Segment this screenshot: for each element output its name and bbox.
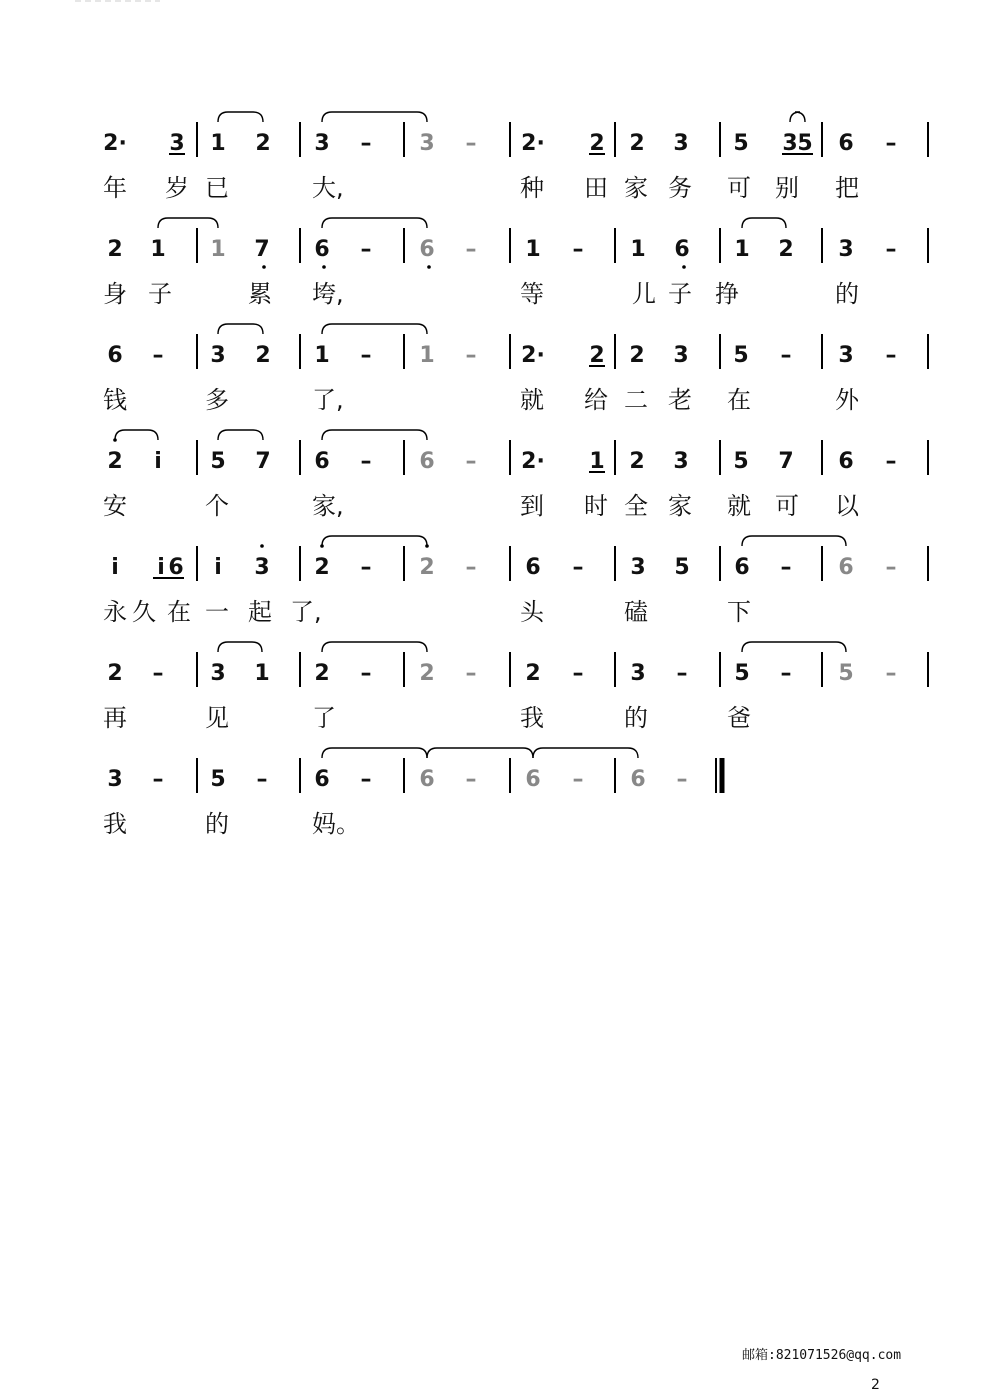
note: – <box>360 767 372 792</box>
lyric-char: 个 <box>205 492 229 520</box>
lyric-char: 垮, <box>312 280 344 308</box>
note: – <box>465 131 477 156</box>
lyric-char: 老 <box>668 386 692 414</box>
note: 6 <box>525 555 541 580</box>
note: – <box>360 555 372 580</box>
note: 6 <box>838 449 854 474</box>
lyric-char: 子 <box>668 280 692 308</box>
note: – <box>465 767 477 792</box>
octave-up-dot <box>260 544 264 548</box>
slur-arc <box>322 536 427 546</box>
note: – <box>360 449 372 474</box>
note: 3 <box>673 449 689 474</box>
note: 3 <box>254 555 270 580</box>
lyric-char: 多 <box>205 386 229 414</box>
lyric-char: 以 <box>835 492 859 520</box>
slur-arc <box>218 642 262 652</box>
note: 2 <box>107 237 123 262</box>
note: 2 <box>255 343 271 368</box>
note: 5 <box>210 449 226 474</box>
lyric-char: 一 <box>205 598 229 626</box>
note: 2· <box>521 449 545 474</box>
note: 2· <box>103 131 127 156</box>
note: – <box>360 343 372 368</box>
lyric-char: 头 <box>520 598 544 626</box>
lyric-char: 把 <box>835 174 859 202</box>
note: 5 <box>674 555 690 580</box>
lyric-char: 的 <box>835 280 859 308</box>
note: 6 <box>314 767 330 792</box>
note: – <box>780 343 792 368</box>
note: – <box>152 767 164 792</box>
note: 3 <box>107 767 123 792</box>
note: 1 <box>150 237 166 262</box>
note: 6 <box>107 343 123 368</box>
lyric-char: 可 <box>727 174 751 202</box>
lyric-char: 已 <box>205 174 229 202</box>
note: 5 <box>733 343 749 368</box>
note: 3 <box>630 661 646 686</box>
slur-arc <box>790 112 805 122</box>
note: 6 <box>419 449 435 474</box>
note: 3 <box>630 555 646 580</box>
slur-arc <box>218 430 263 440</box>
note: – <box>780 555 792 580</box>
note: 5 <box>838 661 854 686</box>
lyric-char: 就 <box>520 386 544 414</box>
note: 1 <box>254 661 270 686</box>
note: – <box>465 449 477 474</box>
note: 1 <box>525 237 541 262</box>
lyric-char: 了, <box>290 598 322 626</box>
lyric-char: 永 <box>103 598 127 626</box>
lyric-char: 久 <box>132 598 156 626</box>
note: 2 <box>314 555 330 580</box>
slur-arc <box>158 218 218 228</box>
lyric-char: 家 <box>624 174 648 202</box>
note: 2 <box>419 555 435 580</box>
lyric-char: 再 <box>103 704 127 732</box>
lyric-char: 挣 <box>715 280 739 308</box>
slur-arc <box>218 324 263 334</box>
lyric-char: 全 <box>624 492 648 520</box>
note: – <box>465 555 477 580</box>
contact-email: 邮箱:821071526@qq.com <box>742 1348 902 1363</box>
octave-down-dot <box>682 265 686 269</box>
lyric-char: 了 <box>312 704 336 732</box>
slur-arc <box>322 642 427 652</box>
note: 2 <box>419 661 435 686</box>
note: 5 <box>797 131 813 156</box>
note: 6 <box>419 237 435 262</box>
slur-arc <box>427 748 533 758</box>
lyric-char: 就 <box>727 492 751 520</box>
note: 5 <box>734 661 750 686</box>
note: – <box>360 237 372 262</box>
lyric-char: 年 <box>103 174 127 202</box>
note: 6 <box>314 237 330 262</box>
note: 3 <box>419 131 435 156</box>
lyric-char: 下 <box>727 598 751 626</box>
lyric-char: 岁 <box>165 174 189 202</box>
lyric-char: 起 <box>248 598 272 626</box>
note: 3 <box>210 661 226 686</box>
note: 6 <box>674 237 690 262</box>
lyric-char: 的 <box>205 810 229 838</box>
note: 7 <box>778 449 794 474</box>
note: – <box>885 343 897 368</box>
slur-arc <box>742 218 786 228</box>
lyric-char: 时 <box>584 492 608 520</box>
lyric-char: 种 <box>520 174 544 202</box>
lyric-char: 累 <box>248 280 272 308</box>
note: i <box>157 555 165 580</box>
note: – <box>256 767 268 792</box>
note: 2 <box>589 343 605 368</box>
note: 2· <box>521 131 545 156</box>
note: – <box>885 661 897 686</box>
slur-arc <box>322 748 427 758</box>
lyric-char: 外 <box>835 386 859 414</box>
slur-arc <box>322 112 427 122</box>
slur-arc <box>742 642 846 652</box>
note: 2 <box>589 131 605 156</box>
note: 7 <box>254 237 270 262</box>
lyric-char: 爸 <box>727 704 751 732</box>
lyric-char: 我 <box>520 704 544 732</box>
note: 1 <box>419 343 435 368</box>
lyric-char: 等 <box>520 280 544 308</box>
note: i <box>154 449 162 474</box>
note: – <box>572 661 584 686</box>
note: – <box>465 661 477 686</box>
lyric-char: 磕 <box>624 598 648 626</box>
octave-down-dot <box>427 265 431 269</box>
note: 1 <box>210 131 226 156</box>
note: 6 <box>168 555 184 580</box>
note: 2 <box>778 237 794 262</box>
note: 3 <box>838 237 854 262</box>
slur-arc <box>322 430 427 440</box>
note: – <box>676 661 688 686</box>
note: 2 <box>314 661 330 686</box>
note: 2 <box>255 131 271 156</box>
note: 3 <box>169 131 185 156</box>
note: 2 <box>629 131 645 156</box>
note: – <box>885 237 897 262</box>
note: – <box>360 661 372 686</box>
slur-arc <box>322 324 427 334</box>
note: 6 <box>630 767 646 792</box>
lyric-char: 身 <box>103 280 127 308</box>
lyric-char: 田 <box>584 174 608 202</box>
lyric-char: 到 <box>520 492 544 520</box>
note: 2 <box>107 449 123 474</box>
note: i <box>111 555 119 580</box>
note: 1 <box>314 343 330 368</box>
note: – <box>572 767 584 792</box>
note: i <box>214 555 222 580</box>
slur-arc <box>742 536 846 546</box>
note: 6 <box>314 449 330 474</box>
note: 3 <box>838 343 854 368</box>
note: – <box>780 661 792 686</box>
note: 7 <box>255 449 271 474</box>
note: 6 <box>419 767 435 792</box>
note: 2 <box>107 661 123 686</box>
note: – <box>465 343 477 368</box>
note: – <box>676 767 688 792</box>
lyric-char: 子 <box>148 280 172 308</box>
lyric-char: 钱 <box>103 386 127 414</box>
note: 2 <box>525 661 541 686</box>
note: – <box>465 237 477 262</box>
note: 1 <box>734 237 750 262</box>
lyric-char: 给 <box>584 386 608 414</box>
note: – <box>152 343 164 368</box>
lyric-char: 见 <box>205 704 229 732</box>
slur-arc <box>115 430 158 440</box>
note: 5 <box>733 131 749 156</box>
page-number: 2 <box>871 1377 880 1393</box>
slur-arc <box>322 218 427 228</box>
lyric-char: 家, <box>312 492 344 520</box>
note: 5 <box>733 449 749 474</box>
note: – <box>572 555 584 580</box>
lyric-char: 大, <box>312 174 344 202</box>
lyric-char: 二 <box>624 386 648 414</box>
note: 6 <box>734 555 750 580</box>
note: – <box>572 237 584 262</box>
lyric-char: 可 <box>775 492 799 520</box>
note: – <box>360 131 372 156</box>
octave-down-dot <box>322 265 326 269</box>
lyric-char: 妈。 <box>312 810 360 838</box>
lyric-char: 务 <box>668 174 692 202</box>
note: 3 <box>673 131 689 156</box>
lyric-char: 安 <box>103 492 127 520</box>
note: 2 <box>629 343 645 368</box>
note: 3 <box>782 131 798 156</box>
note: – <box>885 131 897 156</box>
note: 6 <box>838 555 854 580</box>
slur-arc <box>218 112 263 122</box>
lyric-char: 别 <box>775 174 799 202</box>
note: – <box>885 449 897 474</box>
note: 1 <box>210 237 226 262</box>
lyric-char: 在 <box>727 386 751 414</box>
note: 3 <box>210 343 226 368</box>
lyric-char: 了, <box>312 386 344 414</box>
lyric-char: 在 <box>167 598 191 626</box>
note: 2 <box>629 449 645 474</box>
lyric-char: 我 <box>103 810 127 838</box>
note: 5 <box>210 767 226 792</box>
slur-arc <box>533 748 638 758</box>
octave-down-dot <box>262 265 266 269</box>
note: 6 <box>838 131 854 156</box>
lyric-char: 儿 <box>632 280 656 308</box>
note: 1 <box>589 449 605 474</box>
note: – <box>885 555 897 580</box>
note: – <box>152 661 164 686</box>
lyric-char: 家 <box>668 492 692 520</box>
note: 2· <box>521 343 545 368</box>
note: 6 <box>525 767 541 792</box>
note: 3 <box>314 131 330 156</box>
lyric-char: 的 <box>624 704 648 732</box>
note: 3 <box>673 343 689 368</box>
note: 1 <box>630 237 646 262</box>
